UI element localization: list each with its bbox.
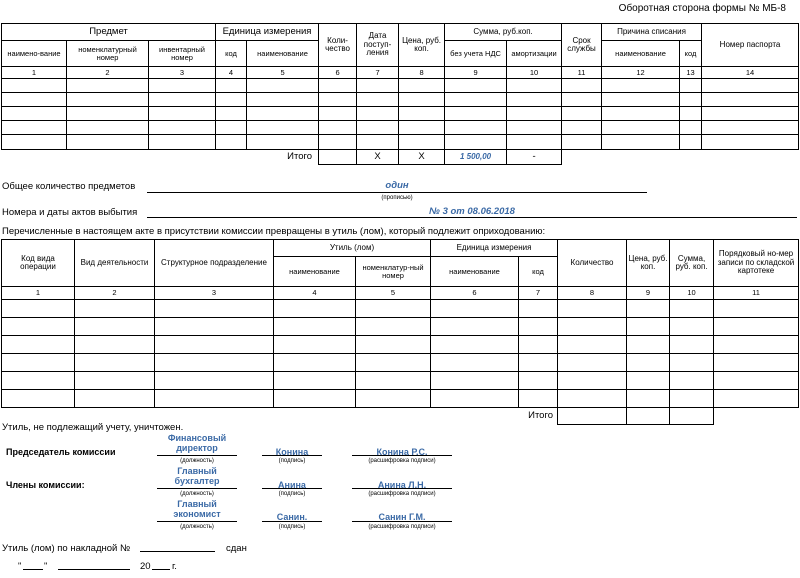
scrap-nomen-subheader: номенклатур-ный номер — [356, 257, 431, 287]
price-header: Цена, руб. коп. — [399, 24, 445, 67]
total-amort: - — [507, 150, 562, 165]
date-quote-close: " — [44, 561, 48, 572]
col-num: 1 — [2, 287, 75, 300]
column-numbers — [2, 67, 799, 79]
name-subheader: наимено-вание — [2, 41, 67, 67]
date-year-suffix: г. — [172, 561, 177, 572]
total-items-value: один — [385, 180, 409, 191]
hint-decode: (расшифровка подписи) — [368, 524, 436, 530]
unit2-code-subheader: код — [519, 257, 558, 287]
unit2-header: Единица измерения — [431, 240, 558, 257]
no-vat-subheader: без учета НДС — [445, 41, 507, 67]
reason-code-subheader: код — [680, 41, 702, 67]
sum2-header: Сумма, руб. коп. — [670, 240, 714, 287]
scrap-name-subheader: наименование — [274, 257, 356, 287]
date-month-line — [58, 558, 130, 570]
col-num: 4 — [216, 67, 247, 79]
table-row — [2, 79, 799, 93]
hint-sign: (подпись) — [278, 458, 306, 464]
waybill-given: сдан — [226, 543, 247, 554]
total-label: Итого — [287, 151, 313, 163]
reason-header: Причина списания — [602, 24, 702, 41]
col-num: 9 — [627, 287, 670, 300]
hint-position: (должность) — [180, 524, 214, 530]
col-num: 8 — [558, 287, 627, 300]
date-quote-open: " — [18, 561, 22, 572]
col-num: 11 — [714, 287, 799, 300]
col-num: 7 — [519, 287, 558, 300]
items-table — [1, 23, 799, 165]
col-num: 2 — [75, 287, 155, 300]
reason-name-subheader: наименование — [602, 41, 680, 67]
hint-decode: (расшифровка подписи) — [368, 458, 436, 464]
chair-position: Финансовый директор — [167, 433, 227, 454]
waybill-label: Утиль (лом) по накладной № — [2, 543, 131, 554]
scrap-table — [1, 239, 799, 425]
total2-label: Итого — [528, 410, 554, 422]
col-num: 12 — [602, 67, 680, 79]
members-label: Члены комиссии: — [6, 480, 85, 490]
table-row — [2, 107, 799, 121]
passport-header: Номер паспорта — [702, 24, 799, 67]
qty-header: Коли-чество — [319, 24, 357, 67]
col-num: 13 — [680, 67, 702, 79]
table-row — [2, 336, 799, 354]
scrap-header: Утиль (лом) — [274, 240, 431, 257]
table-row — [2, 135, 799, 150]
hint-position: (должность) — [180, 491, 214, 497]
total-items-label: Общее количество предметов — [2, 181, 136, 192]
col-num: 3 — [155, 287, 274, 300]
col-num: 3 — [149, 67, 216, 79]
dept-header: Структурное подразделение — [155, 240, 274, 287]
table-row — [2, 300, 799, 318]
op-code-header: Код вида операции — [2, 240, 75, 287]
sum-header: Сумма, руб.коп. — [445, 24, 562, 41]
col-num: 6 — [319, 67, 357, 79]
col-num: 2 — [67, 67, 149, 79]
form-note: Оборотная сторона формы № МБ-8 — [618, 3, 786, 14]
date-year-line — [152, 558, 170, 570]
total-date: X — [357, 150, 399, 165]
total-row — [2, 150, 799, 165]
term-header: Срок службы — [562, 24, 602, 67]
acts-label: Номера и даты актов выбытия — [2, 207, 138, 218]
table-row — [2, 93, 799, 107]
member2-decode: Санин Г.М. — [378, 512, 426, 522]
hint-decode: (расшифровка подписи) — [368, 491, 436, 497]
destroyed-note: Утиль, не подлежащий учету, уничтожен. — [2, 422, 184, 433]
subject-header: Предмет — [2, 24, 216, 41]
col-num: 10 — [507, 67, 562, 79]
date-year-prefix: 20 — [140, 561, 151, 572]
table-row — [2, 354, 799, 372]
unit-name-subheader: наименование — [247, 41, 319, 67]
col-num: 5 — [356, 287, 431, 300]
col-num: 8 — [399, 67, 445, 79]
date-header: Дата поступ-ления — [357, 24, 399, 67]
chair-decode: Конина Р.С. — [376, 447, 428, 457]
unit-header: Единица измерения — [216, 24, 319, 41]
col-num: 14 — [702, 67, 799, 79]
nomen-subheader: номенклатурный номер — [67, 41, 149, 67]
waybill-number-line — [140, 540, 215, 552]
date-day-line — [23, 558, 43, 570]
col-num: 5 — [247, 67, 319, 79]
table-row — [2, 318, 799, 336]
member1-sign: Анина — [278, 480, 306, 490]
col-num: 9 — [445, 67, 507, 79]
member1-decode: Анина Л.Н. — [377, 480, 427, 490]
member2-position: Главный экономист — [173, 499, 221, 520]
chair-sign: Конина — [275, 447, 309, 457]
qty2-header: Количество — [558, 240, 627, 287]
total-sum: 1 500,00 — [445, 150, 507, 165]
col-num: 1 — [2, 67, 67, 79]
col-num: 10 — [670, 287, 714, 300]
col-num: 7 — [357, 67, 399, 79]
acts-value: № 3 от 08.06.2018 — [429, 206, 515, 217]
col-num: 4 — [274, 287, 356, 300]
table-row — [2, 390, 799, 408]
hint-position: (должность) — [180, 458, 214, 464]
hint-sign: (подпись) — [278, 491, 306, 497]
member1-position: Главный бухгалтер — [174, 466, 220, 487]
scrap-note: Перечисленные в настоящем акте в присутствии комиссии превращены в утиль (лом), который подлежит оприходованию: — [2, 226, 546, 237]
col-num: 6 — [431, 287, 519, 300]
total-price: X — [399, 150, 445, 165]
price2-header: Цена, руб. коп. — [627, 240, 670, 287]
col-num: 11 — [562, 67, 602, 79]
card-header: Порядковый но-мер записи по складской картотеке — [714, 240, 799, 287]
activity-header: Вид деятельности — [75, 240, 155, 287]
amort-subheader: амортизации — [507, 41, 562, 67]
unit2-name-subheader: наименование — [431, 257, 519, 287]
table-row — [2, 372, 799, 390]
inv-subheader: инвентарный номер — [149, 41, 216, 67]
chair-label: Председатель комиссии — [6, 447, 116, 457]
column-numbers-2 — [2, 287, 799, 300]
member2-sign: Санин. — [276, 512, 308, 522]
code-subheader: код — [216, 41, 247, 67]
total-items-hint: (прописью) — [381, 195, 413, 201]
table-row — [2, 121, 799, 135]
hint-sign: (подпись) — [278, 524, 306, 530]
